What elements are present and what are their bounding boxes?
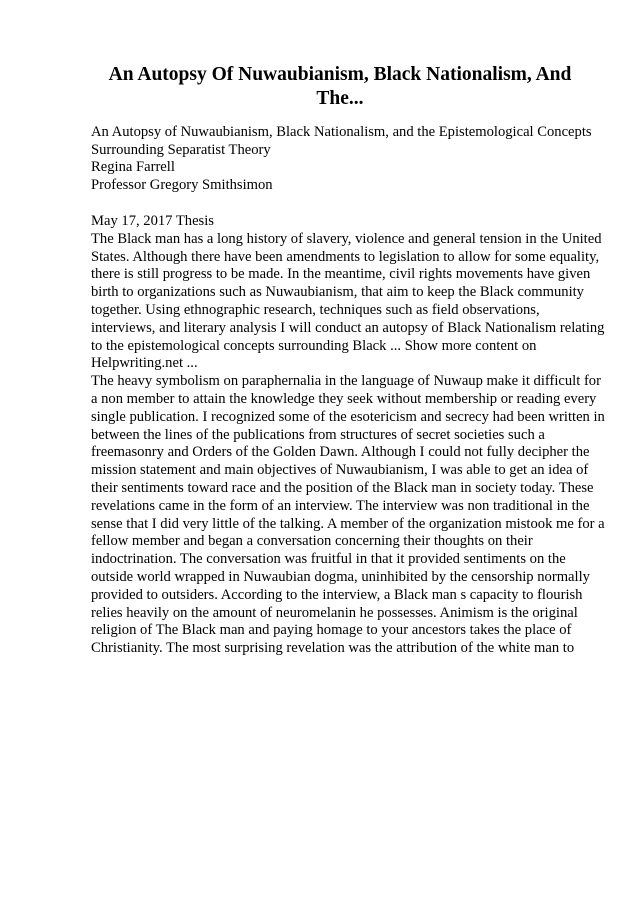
document-body xyxy=(91,213,606,658)
document-metadata xyxy=(91,124,606,195)
body-paragraph: The heavy symbolism on paraphernalia in the language of Nuwaup make it difficult for a non member to attain the knowledge they seek without membership or reading every single publication. I recognized some of the esotericism and secrecy had been written in between the lines of the publications from structures of secret societies such a freemasonry and Orders of the Golden Dawn. Although I could not fully decipher the mission statement and main objectives of Nuwaubianism, I was able to get an idea of their sentiments toward race and the position of the Black man in society today. These revelations came in the form of an interview. The interview was non traditional in the sense that I did very little of the talking. A member of the organization mistook me for a fellow member and began a conversation concerning their thoughts on their indoctrination. The conversation was fruitful in that it provided sentiments on the outside world wrapped in Nuwaubian dogma, uninhibited by the censorship normally provided to outsiders. According to the interview, a Black man s capacity to flourish relies heavily on the amount of neuromelanin he possesses. Animism is the original religion of The Black man and paying homage to your ancestors takes the place of Christianity. The most surprising revelation was the attribution of the white man to xyxy=(91,373,605,657)
full-title: An Autopsy of Nuwaubianism, Black Nationalism, and the Epistemological Concepts Surrounding Separatist Theory xyxy=(91,124,592,158)
date-line: May 17, 2017 Thesis xyxy=(91,213,214,229)
body-paragraph: The Black man has a long history of slavery, violence and general tension in the United States. Although there have been amendments to legislation to allow for some equality, there is still progress to be made. In the meantime, civil rights movements have given birth to organizations such as Nuwaubianism, that aim to keep the Black community together. Using ethnographic research, techniques such as field observations, interviews, and literary analysis I will conduct an autopsy of Black Nationalism relating to the epistemological concepts surrounding Black ... Show more content on Helpwriting.net ... xyxy=(91,230,605,372)
professor-name: Professor Gregory Smithsimon xyxy=(91,177,273,194)
document-title: An Autopsy Of Nuwaubianism, Black Nationalism, And The... xyxy=(108,64,572,109)
author-name: Regina Farrell xyxy=(91,159,175,176)
